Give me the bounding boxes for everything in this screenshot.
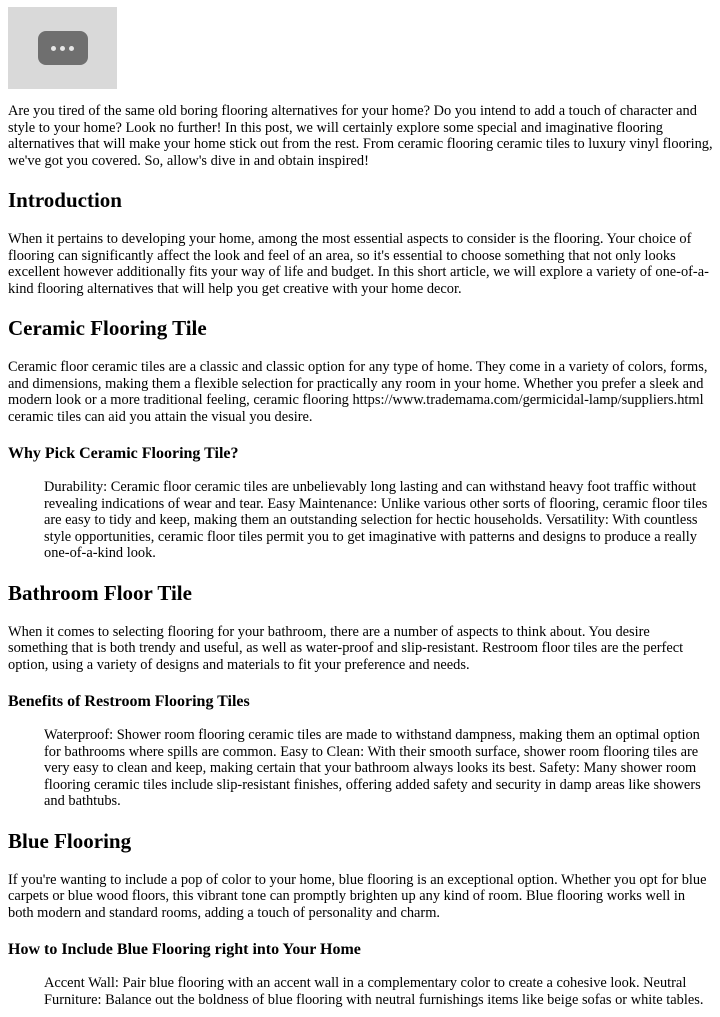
heading-blue-flooring: Blue Flooring: [8, 828, 132, 853]
introduction-paragraph: When it pertains to developing your home, among the most essential aspects to consider is the flooring. Your choice of flooring can significantly affect the look and feel of an area, so it's essential to choose something that not only looks excellent however additionally fits your way of life and budget. In this short article, we will explore a variety of one-of-a-kind flooring alternatives that will help you get creative with your home decor.: [8, 231, 709, 297]
ceramic-paragraph: Ceramic floor ceramic tiles are a classic and classic option for any type of home. They come in a variety of colors, forms, and dimensions, making them a flexible selection for practically any room in your home. Whether you prefer a sleek and modern look or a more traditional feeling, ceramic flooring https://www.trademama.com/germicidal-lamp/suppliers.html ceramic tiles can aid you attain the visual you desire.: [8, 359, 708, 425]
blue-flooring-tips-quote: Accent Wall: Pair blue flooring with an accent wall in a complementary color to create a cohesive look. Neutral Furniture: Balance out the boldness of blue flooring with neutral furnishings items like beige sofas or white tables.: [44, 975, 704, 1008]
heading-ceramic-flooring-tile: Ceramic Flooring Tile: [8, 316, 207, 340]
ceramic-benefits-quote: Durability: Ceramic floor ceramic tiles are unbelievably long lasting and can withstand heavy foot traffic without revealing indications of wear and tear. Easy Maintenance: Unlike various other sorts of flooring, ceramic floor tiles are easy to tidy and keep, making them an outstanding selection for hectic households. Versatility: With countless style opportunities, ceramic floor tiles permit you to get imaginative with patterns and designs to produce a really one-of-a-kind look.: [44, 479, 708, 561]
restroom-benefits-quote: Waterproof: Shower room flooring ceramic tiles are made to withstand dampness, making them an optimal option for bathrooms where spills are common. Easy to Clean: With their smooth surface, shower room flooring tiles are very easy to clean and keep, making certain that your bathroom always looks its best. Safety: Many shower room flooring ceramic tiles include slip-resistant finishes, offering added safety and security in damp areas like showers and bathtubs.: [44, 727, 701, 809]
heading-introduction: Introduction: [8, 188, 122, 212]
bathroom-paragraph: When it comes to selecting flooring for your bathroom, there are a number of aspects to think about. You desire something that is both trendy and useful, as well as water-proof and slip-resistant. Restroom floor tiles are the perfect option, using a variety of designs and materials to fit your preference and needs.: [8, 623, 684, 673]
subheading-why-pick-ceramic: Why Pick Ceramic Flooring Tile?: [8, 445, 239, 462]
intro-paragraph: Are you tired of the same old boring flooring alternatives for your home? Do you intend to add a touch of character and style to your home? Look no further! In this post, we will certainly explore some special and imaginative flooring alternatives that will make your home stick out from the rest. From ceramic flooring ceramic tiles to luxury vinyl flooring, we've got you covered. So, allow's dive in and obtain inspired!: [8, 103, 713, 169]
subheading-benefits-restroom: Benefits of Restroom Flooring Tiles: [8, 693, 250, 710]
heading-bathroom-floor-tile: Bathroom Floor Tile: [8, 580, 192, 605]
subheading-include-blue-flooring: How to Include Blue Flooring right into Your Home: [8, 941, 361, 958]
image-placeholder[interactable]: [8, 7, 117, 89]
more-dots-icon: [38, 31, 88, 65]
blue-flooring-paragraph: If you're wanting to include a pop of color to your home, blue flooring is an exceptional option. Whether you opt for blue carpets or blue wood floors, this vibrant tone can promptly brighten up any kind of room. Blue flooring works well in both modern and standard rooms, adding a touch of personality and charm.: [8, 871, 707, 921]
